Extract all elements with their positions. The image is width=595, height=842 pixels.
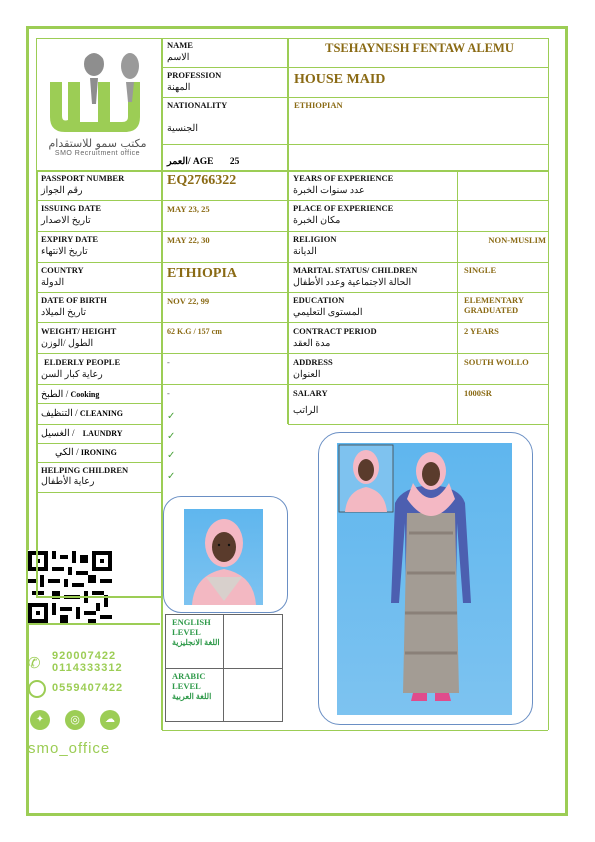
country-label-ar: الدولة bbox=[41, 278, 65, 288]
cooking-label-ar: الطبخ bbox=[41, 390, 64, 400]
dob-label: DATE OF BIRTH bbox=[41, 295, 107, 305]
candidate-name: TSEHAYNESH FENTAW ALEMU bbox=[325, 41, 514, 55]
marital-label-ar: الحالة الاجتماعية وعدد الأطفال bbox=[293, 278, 412, 288]
phone-number-1[interactable]: 920007422 bbox=[52, 650, 117, 662]
phone-icon: ✆ bbox=[28, 654, 41, 672]
age-value: 25 bbox=[229, 157, 240, 167]
social-handle[interactable]: smo_office bbox=[28, 740, 111, 757]
expiry-label-ar: تاريخ الانتهاء bbox=[41, 247, 88, 257]
laundry-label: الغسيل / LAUNDRY bbox=[41, 428, 123, 439]
dob-value: NOV 22, 99 bbox=[167, 296, 210, 306]
dob-label-ar: تاريخ الميلاد bbox=[41, 308, 87, 318]
experience-place-label: PLACE OF EXPERIENCE bbox=[293, 203, 394, 213]
profession-label-ar: المهنة bbox=[167, 83, 191, 93]
name-label-ar: الاسم bbox=[167, 53, 190, 63]
experience-place-label-ar: مكان الخبرة bbox=[293, 216, 341, 226]
issuing-label: ISSUING DATE bbox=[41, 203, 102, 213]
arabic-level-label: ARABIC LEVEL bbox=[172, 671, 206, 691]
twitter-icon[interactable]: ✦ bbox=[30, 710, 50, 730]
experience-years-label-ar: عدد سنوات الخبرة bbox=[293, 186, 365, 196]
weight-height-label-ar: الطول /الوزن bbox=[41, 339, 94, 349]
salary-label: SALARY bbox=[293, 388, 328, 398]
logo-arabic-text: مكتب سمو للاستقدام bbox=[48, 137, 147, 150]
logo-english-text: SMO Recruitment office bbox=[54, 150, 141, 157]
qr-divider bbox=[28, 623, 160, 625]
elderly-value: - bbox=[167, 357, 170, 367]
office-logo bbox=[40, 42, 155, 167]
nationality-value: ETHIOPIAN bbox=[294, 100, 343, 110]
children-label-ar: رعاية الأطفال bbox=[41, 477, 95, 487]
expiry-label: EXPIRY DATE bbox=[41, 234, 99, 244]
age-label: / AGE bbox=[187, 157, 214, 167]
address-label: ADDRESS bbox=[293, 357, 333, 367]
children-check-icon: ✓ bbox=[167, 471, 176, 482]
religion-label: RELIGION bbox=[293, 234, 337, 244]
passport-label-ar: رقم الجواز bbox=[41, 186, 83, 196]
qr-code bbox=[28, 550, 112, 624]
religion-label-ar: الديانة bbox=[293, 247, 317, 257]
nationality-label-ar: الجنسية bbox=[167, 124, 198, 134]
weight-height-label: WEIGHT/ HEIGHT bbox=[41, 326, 117, 336]
contract-value: 2 YEARS bbox=[464, 326, 499, 336]
ironing-label-ar: الكي bbox=[55, 448, 74, 458]
arabic-level-label-ar: اللغة العربية bbox=[172, 692, 212, 701]
salary-label-ar: الراتب bbox=[293, 406, 319, 416]
experience-years-label: YEARS OF EXPERIENCE bbox=[293, 173, 394, 183]
ironing-label: الكي / IRONING bbox=[55, 447, 117, 458]
language-table bbox=[165, 614, 283, 722]
profession-label: PROFESSION bbox=[167, 70, 222, 80]
english-level-label-ar: اللغة الانجليزية bbox=[172, 638, 220, 647]
age-row bbox=[167, 156, 239, 167]
laundry-label-en: LAUNDRY bbox=[82, 429, 123, 438]
education-label-ar: المستوى التعليمي bbox=[293, 308, 363, 318]
religion-value: NON-MUSLIM bbox=[488, 235, 546, 245]
laundry-label-ar: الغسيل bbox=[41, 429, 70, 439]
cooking-label: الطبخ / Cooking bbox=[41, 389, 100, 400]
elderly-label: ELDERLY PEOPLE bbox=[44, 357, 121, 367]
cleaning-check-icon: ✓ bbox=[167, 411, 176, 422]
ironing-check-icon: ✓ bbox=[167, 450, 176, 461]
contract-label: CONTRACT PERIOD bbox=[293, 326, 377, 336]
issuing-label-ar: تاريخ الاصدار bbox=[41, 216, 91, 226]
profession-value: HOUSE MAID bbox=[294, 72, 386, 87]
elderly-label-ar: رعاية كبار السن bbox=[41, 370, 103, 380]
salary-value: 1000SR bbox=[464, 388, 492, 398]
phone-number-2[interactable]: 0114333312 bbox=[52, 662, 123, 674]
cleaning-label: التنظيف / CLEANING bbox=[41, 408, 124, 419]
laundry-check-icon: ✓ bbox=[167, 431, 176, 442]
name-label: NAME bbox=[167, 40, 193, 50]
cooking-value: - bbox=[167, 388, 170, 398]
country-value: ETHIOPIA bbox=[167, 266, 238, 281]
marital-value: SINGLE bbox=[464, 265, 497, 275]
marital-label: MARITAL STATUS/ CHILDREN bbox=[293, 265, 418, 275]
snapchat-icon[interactable]: ☁ bbox=[100, 710, 120, 730]
english-level-label: ENGLISH LEVEL bbox=[172, 617, 211, 637]
children-label: HELPING CHILDREN bbox=[41, 465, 129, 475]
contact-block bbox=[28, 650, 158, 757]
ironing-label-en: IRONING bbox=[80, 448, 117, 457]
cleaning-label-ar: التنظيف bbox=[41, 409, 73, 419]
instagram-icon[interactable]: ◎ bbox=[65, 710, 85, 730]
whatsapp-number[interactable]: 0559407422 bbox=[52, 682, 124, 694]
contract-label-ar: مدة العقد bbox=[293, 339, 331, 349]
education-label: EDUCATION bbox=[293, 295, 345, 305]
passport-label: PASSPORT NUMBER bbox=[41, 173, 125, 183]
weight-height-value: 62 K.G / 157 cm bbox=[167, 327, 222, 336]
full-body-photo bbox=[337, 443, 512, 715]
cleaning-label-en: CLEANING bbox=[79, 409, 124, 418]
address-label-ar: العنوان bbox=[293, 370, 321, 380]
education-value: ELEMENTARY GRADUATED bbox=[464, 295, 524, 315]
passport-photo bbox=[184, 509, 263, 605]
age-label-ar: العمر bbox=[167, 157, 188, 167]
country-label: COUNTRY bbox=[41, 265, 84, 275]
expiry-value: MAY 22, 30 bbox=[167, 235, 210, 245]
address-value: SOUTH WOLLO bbox=[464, 357, 529, 367]
issuing-value: MAY 23, 25 bbox=[167, 204, 210, 214]
cooking-label-en: Cooking bbox=[70, 390, 100, 399]
passport-value: EQ2766322 bbox=[167, 173, 237, 188]
whatsapp-icon bbox=[28, 680, 46, 698]
nationality-label: NATIONALITY bbox=[167, 100, 228, 110]
